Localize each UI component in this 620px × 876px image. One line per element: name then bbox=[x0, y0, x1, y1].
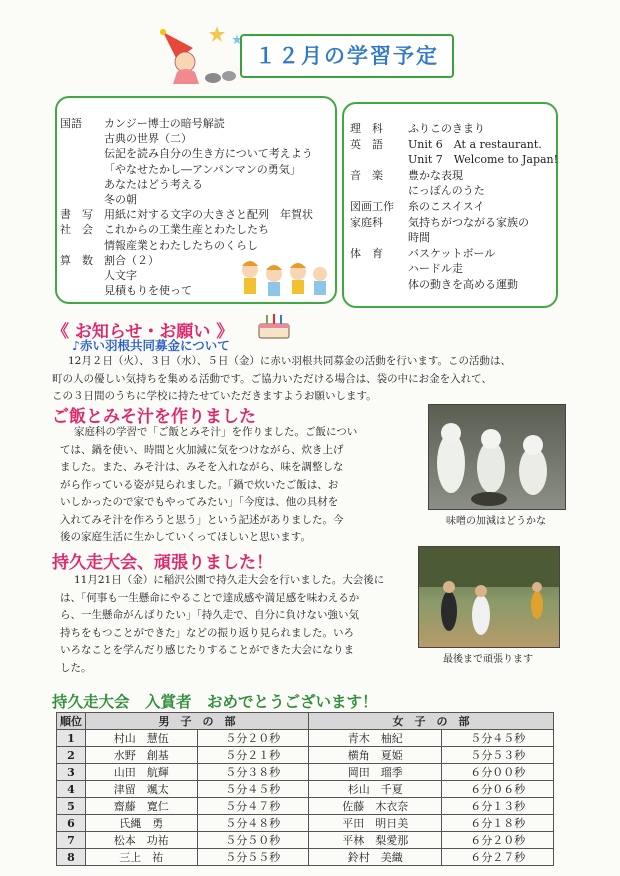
schedule-subject: 図画工作 bbox=[350, 200, 394, 213]
marathon-photo bbox=[418, 546, 560, 648]
cake-icon bbox=[256, 312, 292, 340]
notice-line: 12月２日（火）、３日（水）、５日（金）に赤い羽根共同募金の活動を行います。この活動は、 bbox=[68, 355, 512, 367]
table-row bbox=[57, 832, 554, 849]
rice-line: 後の家庭生活に生かしていくってほしいと思います。 bbox=[60, 531, 311, 543]
results-heading: 持久走大会 入賞者 おめでとうございます！ bbox=[52, 693, 378, 711]
girl-time-cell: ６分２０秒 bbox=[442, 832, 554, 849]
rank-cell: 1 bbox=[57, 730, 86, 747]
rice-line: 入れてみそ汁を作ろうと思う」という記述がありました。今 bbox=[60, 513, 344, 526]
schedule-subject: 体 育 bbox=[350, 246, 383, 260]
schedule-content: Unit 6 At a restaurant. bbox=[408, 137, 542, 151]
girl-time-cell: ６分１８秒 bbox=[442, 815, 554, 832]
boy-time-cell: ５分４７秒 bbox=[197, 798, 309, 815]
girl-name-cell: 平田 明日美 bbox=[309, 815, 442, 832]
girl-time-cell: ６分２７秒 bbox=[442, 849, 554, 866]
girl-time-cell: ５分５３秒 bbox=[442, 747, 554, 764]
boy-name-cell: 津留 颯太 bbox=[86, 781, 198, 798]
table-row bbox=[57, 815, 554, 832]
marathon-line: した。 bbox=[60, 661, 92, 674]
girl-name-cell: 岡田 瑠季 bbox=[309, 764, 442, 781]
marathon-heading: 持久走大会、頑張りました！ bbox=[52, 553, 273, 573]
boy-name-cell: 水野 創基 bbox=[86, 747, 198, 764]
girl-name-cell: 佐藤 木衣奈 bbox=[309, 798, 442, 815]
boy-name-cell: 三上 祐 bbox=[86, 849, 198, 866]
girls-column-header: 女 子 の 部 bbox=[309, 713, 554, 730]
boy-name-cell: 齋藤 寛仁 bbox=[86, 798, 198, 815]
rank-cell: 8 bbox=[57, 849, 86, 866]
schedule-content: 「やなせたかし―アンパンマンの勇気」 bbox=[104, 162, 301, 176]
marathon-line: 持ちをもつことができた」などの振り返り見られました。いろ bbox=[60, 626, 354, 639]
marathon-line: は、「何事も一生懸命にやることで達成感や満足感を味わえるか bbox=[60, 591, 360, 604]
schedule-content: 古典の世界（二） bbox=[104, 132, 192, 146]
boy-name-cell: 村山 慧伍 bbox=[86, 730, 198, 747]
schedule-subject: 音 楽 bbox=[350, 168, 383, 182]
notice-text bbox=[52, 353, 568, 406]
schedule-content: 冬の朝 bbox=[104, 193, 137, 206]
notice-line: この３日間のうちに学校に持たせていただきますようお願いします。 bbox=[52, 390, 377, 402]
schedule-subject: 国語 bbox=[60, 117, 82, 130]
schedule-content: ふりこのきまり bbox=[408, 122, 485, 135]
boy-time-cell: ５分４８秒 bbox=[197, 815, 309, 832]
schedule-content: 人文字 bbox=[104, 269, 137, 282]
boy-time-cell: ５分５５秒 bbox=[197, 849, 309, 866]
results-table bbox=[56, 712, 554, 866]
notice-heading: 《 お知らせ・お願い 》 bbox=[52, 322, 234, 342]
marathon-line: 11月21日（金）に稲沢公園で持久走大会を行いました。大会後に bbox=[74, 574, 385, 586]
marathon-photo-caption: 最後まで頑張ります bbox=[443, 654, 533, 665]
schedule-content: バスケットボール bbox=[408, 246, 496, 260]
table-row bbox=[57, 747, 554, 764]
table-row bbox=[57, 730, 554, 747]
boys-column-header: 男 子 の 部 bbox=[86, 713, 309, 730]
schedule-subject: 書 写 bbox=[60, 208, 93, 222]
rank-cell: 2 bbox=[57, 747, 86, 764]
schedule-content: これからの工業生産とわたしたち bbox=[104, 223, 269, 237]
page-title: １２月の学習予定 bbox=[240, 34, 454, 78]
boy-time-cell: ５分２０秒 bbox=[197, 730, 309, 747]
rice-line: いしかったので家でもやってみたい」「今度は、他の具材を bbox=[60, 496, 339, 508]
boy-name-cell: 氏縄 勇 bbox=[86, 815, 198, 832]
boy-time-cell: ５分４５秒 bbox=[197, 781, 309, 798]
girl-name-cell: 鈴村 美織 bbox=[309, 849, 442, 866]
table-row bbox=[57, 798, 554, 815]
boy-time-cell: ５分５０秒 bbox=[197, 832, 309, 849]
schedule-content: にっぽんのうた bbox=[408, 184, 485, 198]
schedule-content: 用紙に対する文字の大きさと配列 年賀状 bbox=[104, 208, 313, 222]
girl-time-cell: ６分１３秒 bbox=[442, 798, 554, 815]
schedule-subject: 理 科 bbox=[350, 122, 383, 135]
results-header-row bbox=[57, 713, 554, 730]
girl-name-cell: 杉山 千夏 bbox=[309, 781, 442, 798]
cooking-photo-caption: 味噌の加減はどうかな bbox=[446, 516, 546, 527]
rank-column-header: 順位 bbox=[57, 713, 86, 730]
marathon-line: いろなことを学んだり感じたりすることができた大会になりま bbox=[60, 644, 354, 656]
girl-name-cell: 平林 梨愛那 bbox=[309, 832, 442, 849]
boy-time-cell: ５分２１秒 bbox=[197, 747, 309, 764]
table-row bbox=[57, 764, 554, 781]
schedule-content: 割合（２） bbox=[104, 253, 159, 267]
boy-name-cell: 山田 航輝 bbox=[86, 764, 198, 781]
rank-cell: 7 bbox=[57, 832, 86, 849]
schedule-subject: 算 数 bbox=[60, 253, 93, 267]
schedule-content: Unit 7 Welcome to Japan! bbox=[408, 153, 559, 167]
rank-cell: 4 bbox=[57, 781, 86, 798]
girl-time-cell: ６分０６秒 bbox=[442, 781, 554, 798]
schedule-content: カンジー博士の暗号解読 bbox=[104, 117, 225, 130]
schedule-content: 見積もりを使って bbox=[104, 284, 192, 298]
schedule-content: 豊かな表現 bbox=[408, 168, 463, 182]
table-row bbox=[57, 849, 554, 866]
rice-line: 家庭科の学習で「ご飯とみそ汁」を作りました。ご飯につい bbox=[74, 426, 358, 438]
rice-line: ました。また、みそ汁は、みそを入れながら、味を調整しな bbox=[60, 461, 344, 473]
girl-time-cell: ６分００秒 bbox=[442, 764, 554, 781]
children-band-illustration bbox=[236, 254, 328, 300]
child-party-hat-illustration bbox=[155, 20, 250, 88]
girl-name-cell: 青木 柚紀 bbox=[309, 730, 442, 747]
schedule-content: 時間 bbox=[408, 231, 430, 245]
schedule-content: 糸のこスイスイ bbox=[408, 200, 485, 213]
boy-name-cell: 松本 功祐 bbox=[86, 832, 198, 849]
schedule-content: ハードル走 bbox=[408, 262, 463, 276]
schedule-content: あなたはどう考える bbox=[104, 177, 203, 191]
boy-time-cell: ５分３８秒 bbox=[197, 764, 309, 781]
cooking-class-photo bbox=[428, 404, 566, 510]
rice-text bbox=[60, 424, 420, 547]
marathon-text bbox=[60, 572, 412, 677]
schedule-content: 気持ちがつながる家族の bbox=[408, 215, 529, 229]
girl-time-cell: ５分４５秒 bbox=[442, 730, 554, 747]
rank-cell: 5 bbox=[57, 798, 86, 815]
rice-line: ては、鍋を使い、時間と火加減に気をつけながら、炊き上げ bbox=[60, 443, 344, 456]
notice-subheading: ♪赤い羽根共同募金について bbox=[72, 338, 230, 353]
schedule-content: 体の動きを高める運動 bbox=[408, 278, 518, 291]
schedule-subject: 家庭科 bbox=[350, 215, 383, 229]
rank-cell: 6 bbox=[57, 815, 86, 832]
schedule-subject: 英 語 bbox=[350, 137, 383, 151]
schedule-content: 伝記を読み自分の生き方について考えよう bbox=[104, 147, 313, 161]
table-row bbox=[57, 781, 554, 798]
notice-line: 町の人の優しい気持ちを集める活動です。ご協力いただける場合は、袋の中にお金を入れて、 bbox=[52, 372, 492, 385]
girl-name-cell: 横角 夏姫 bbox=[309, 747, 442, 764]
rice-heading: ご飯とみそ汁を作りました bbox=[52, 407, 256, 427]
schedule-subject: 社 会 bbox=[60, 223, 93, 237]
marathon-line: ら、一生懸命がんばりたい」「持久走で、自分に負けない強い気 bbox=[60, 609, 360, 621]
rice-line: がら作っている姿が見られました。「鍋で炊いたご飯は、お bbox=[60, 478, 339, 491]
schedule-content: 情報産業とわたしたちのくらし bbox=[104, 238, 258, 252]
rank-cell: 3 bbox=[57, 764, 86, 781]
